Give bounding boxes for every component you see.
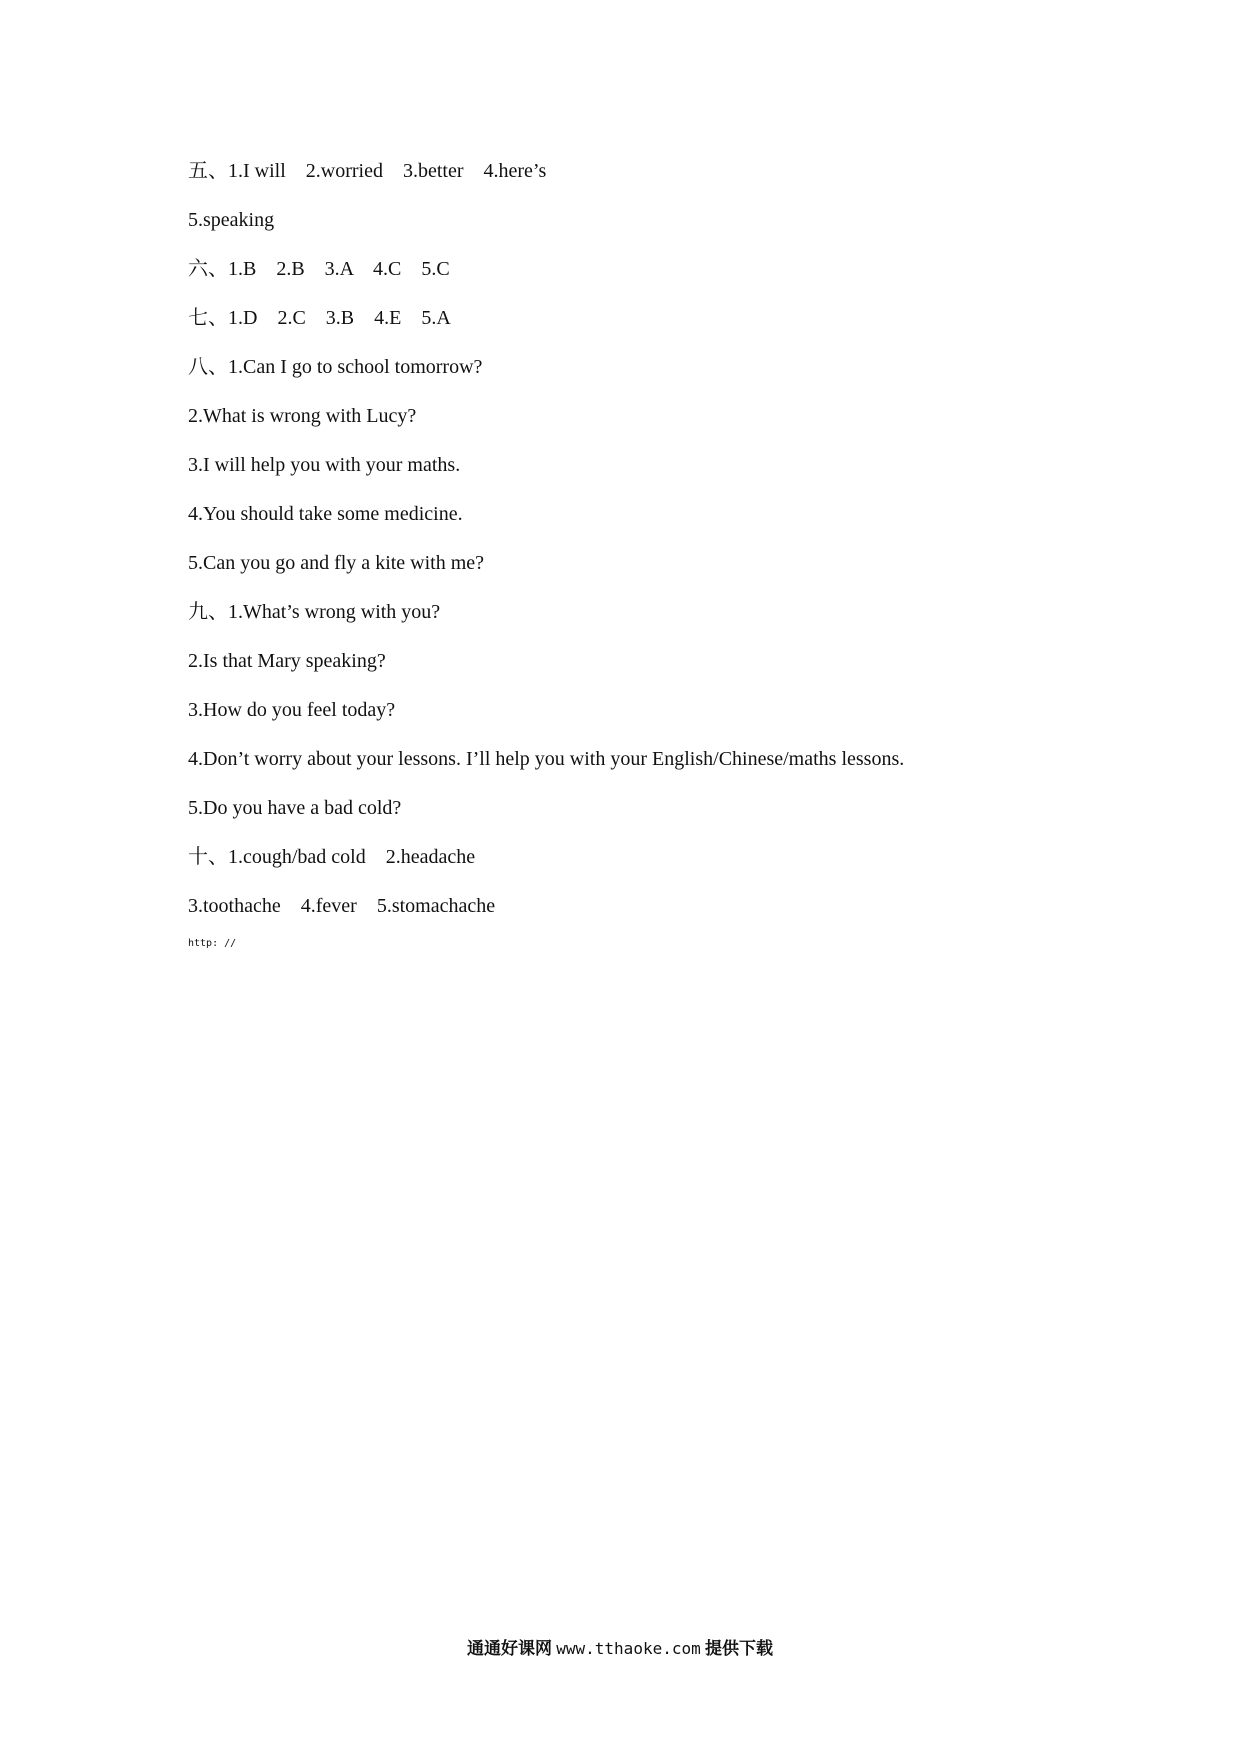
answer-line-8-q2: 2.What is wrong with Lucy? bbox=[188, 405, 417, 427]
answer-line-5-part1: 五、1.I will 2.worried 3.better 4.here’s bbox=[188, 160, 547, 182]
url-fragment: http: // bbox=[188, 938, 237, 949]
answer-line-8-q1: 八、1.Can I go to school tomorrow? bbox=[188, 356, 483, 378]
answer-line-7: 七、1.D 2.C 3.B 4.E 5.A bbox=[188, 307, 451, 329]
answer-line-10-part1: 十、1.cough/bad cold 2.headache bbox=[188, 846, 476, 868]
answer-line-10-part2: 3.toothache 4.fever 5.stomachache bbox=[188, 895, 496, 917]
answer-line-8-q5: 5.Can you go and fly a kite with me? bbox=[188, 552, 485, 574]
footer-site-link[interactable]: www.tthaoke.com bbox=[556, 1639, 701, 1658]
answer-line-5-part2: 5.speaking bbox=[188, 209, 275, 231]
answer-line-8-q3: 3.I will help you with your maths. bbox=[188, 454, 461, 476]
page-footer bbox=[0, 1634, 1240, 1659]
answer-line-9-q3: 3.How do you feel today? bbox=[188, 699, 396, 721]
answer-line-9-q2: 2.Is that Mary speaking? bbox=[188, 650, 386, 672]
footer-suffix: 提供下载 bbox=[705, 1639, 773, 1658]
answer-line-6: 六、1.B 2.B 3.A 4.C 5.C bbox=[188, 258, 450, 280]
answer-line-9-q1: 九、1.What’s wrong with you? bbox=[188, 601, 441, 623]
answer-line-9-q4: 4.Don’t worry about your lessons. I’ll help you with your English/Chinese/maths lessons. bbox=[188, 748, 905, 770]
answer-key bbox=[188, 160, 1188, 952]
answer-line-8-q4: 4.You should take some medicine. bbox=[188, 503, 463, 525]
answer-line-9-q5: 5.Do you have a bad cold? bbox=[188, 797, 402, 819]
footer-brand: 通通好课网 bbox=[467, 1639, 552, 1658]
